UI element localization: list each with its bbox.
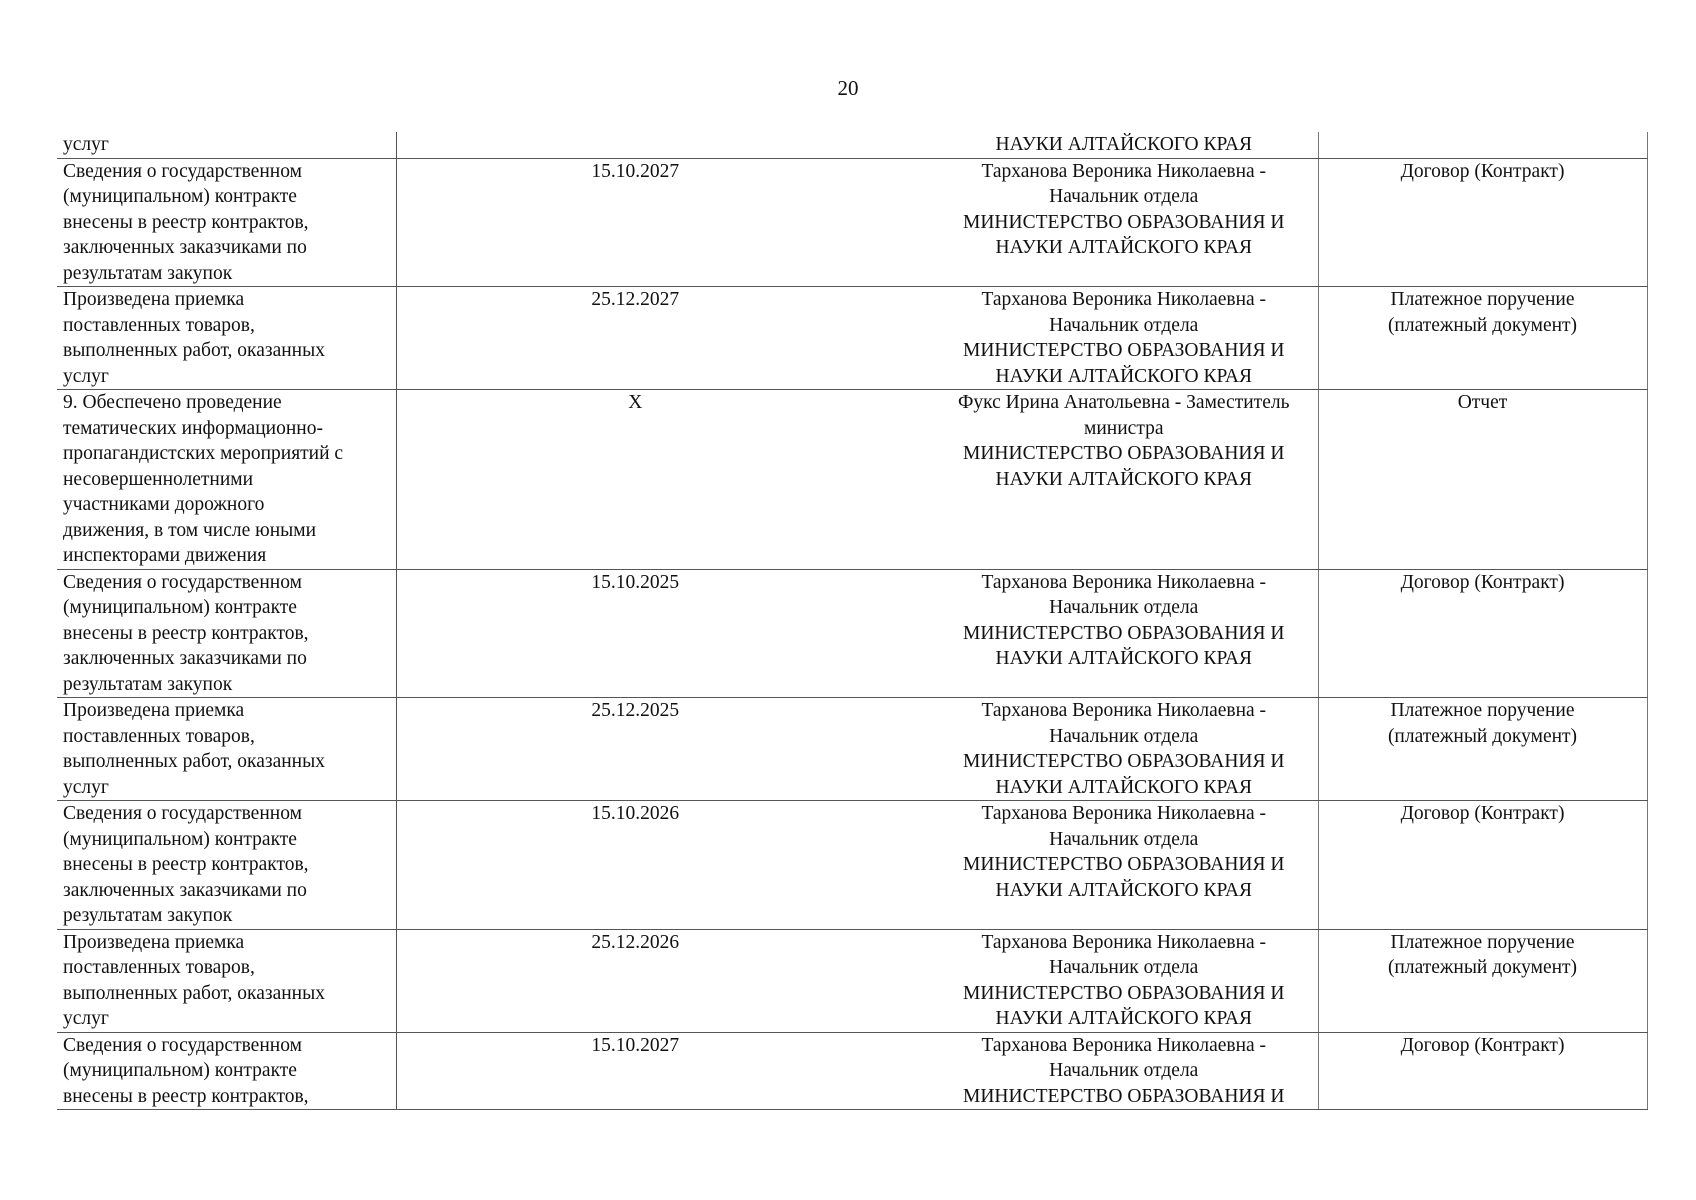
- cell-document: [1318, 569, 1647, 698]
- cell-event-name: [57, 287, 396, 390]
- cell-event-name: [57, 929, 396, 1032]
- cell-document: [1318, 390, 1647, 570]
- cell-document: [1318, 158, 1647, 287]
- event-name-text: Произведена приемка поставленных товаров, выполненных работ, оказанных услуг: [63, 289, 325, 387]
- document-text: Платежное поручение (платежный документ): [1387, 289, 1578, 336]
- cell-date: [396, 1032, 930, 1110]
- table-row: [57, 569, 1647, 698]
- table-row: [57, 158, 1647, 287]
- table-row: [57, 390, 1647, 570]
- plan-table-body: [57, 132, 1647, 1110]
- event-name-text: услуг: [63, 134, 109, 155]
- cell-date: [396, 390, 930, 570]
- table-row: [57, 287, 1647, 390]
- date-text: 25.12.2026: [591, 931, 680, 953]
- responsible-text: Тарханова Вероника Николаевна - Начальник отдела МИНИСТЕРСТВО ОБРАЗОВАНИЯ И НАУКИ АЛТАЙСКОГО КРАЯ: [963, 571, 1285, 669]
- event-name-text: Сведения о государственном (муниципальном) контракте внесены в реестр контрактов, заключенных заказчиками по результатам закупок: [63, 160, 309, 284]
- date-text: 15.10.2025: [591, 571, 680, 593]
- cell-date: [396, 569, 930, 698]
- cell-document: [1318, 132, 1647, 158]
- date-text: 15.10.2027: [591, 1034, 680, 1056]
- document-text: Договор (Контракт): [1400, 160, 1565, 182]
- date-text: 15.10.2026: [591, 803, 680, 824]
- responsible-text: Фукс Ирина Анатольевна - Заместитель министра МИНИСТЕРСТВО ОБРАЗОВАНИЯ И НАУКИ АЛТАЙСКОГО КРАЯ: [958, 392, 1290, 490]
- event-name-text: 9. Обеспечено проведение тематических информационно- пропагандистских мероприятий с несовершеннолетними участниками дорожного движения, в том числе юными инспекторами движения: [63, 392, 344, 566]
- table-row: [57, 132, 1647, 158]
- cell-date: [396, 929, 930, 1032]
- cell-responsible: [930, 132, 1318, 158]
- responsible-text: Тарханова Вероника Николаевна - Начальник отдела МИНИСТЕРСТВО ОБРАЗОВАНИЯ И НАУКИ АЛТАЙСКОГО КРАЯ: [963, 931, 1285, 1029]
- cell-event-name: [57, 390, 396, 570]
- cell-document: [1318, 929, 1647, 1032]
- cell-document: [1318, 801, 1647, 930]
- table-row: [57, 698, 1647, 801]
- cell-responsible: [930, 1032, 1318, 1110]
- cell-responsible: [930, 929, 1318, 1032]
- cell-date: [396, 801, 930, 930]
- cell-event-name: [57, 132, 396, 158]
- document-text: Договор (Контракт): [1400, 803, 1565, 824]
- cell-event-name: [57, 158, 396, 287]
- event-name-text: Произведена приемка поставленных товаров, выполненных работ, оказанных услуг: [63, 931, 325, 1029]
- event-name-text: Произведена приемка поставленных товаров, выполненных работ, оказанных услуг: [63, 700, 325, 798]
- date-text: 25.12.2025: [591, 700, 680, 721]
- responsible-text: Тарханова Вероника Николаевна - Начальник отдела МИНИСТЕРСТВО ОБРАЗОВАНИЯ И НАУКИ АЛТАЙСКОГО КРАЯ: [963, 803, 1285, 901]
- table-row: [57, 1032, 1647, 1110]
- table-row: [57, 929, 1647, 1032]
- responsible-text: НАУКИ АЛТАЙСКОГО КРАЯ: [995, 134, 1252, 155]
- responsible-text: Тарханова Вероника Николаевна - Начальник отдела МИНИСТЕРСТВО ОБРАЗОВАНИЯ И НАУКИ АЛТАЙСКОГО КРАЯ: [963, 700, 1285, 798]
- responsible-text: Тарханова Вероника Николаевна - Начальник отдела МИНИСТЕРСТВО ОБРАЗОВАНИЯ И НАУКИ АЛТАЙСКОГО КРАЯ: [963, 289, 1285, 387]
- cell-date: [396, 158, 930, 287]
- cell-event-name: [57, 569, 396, 698]
- cell-date: [396, 132, 930, 158]
- date-text: 15.10.2027: [591, 160, 680, 182]
- date-text: X: [628, 392, 643, 413]
- cell-date: [396, 287, 930, 390]
- responsible-text: Тарханова Вероника Николаевна - Начальник отдела МИНИСТЕРСТВО ОБРАЗОВАНИЯ И НАУКИ АЛТАЙСКОГО КРАЯ: [963, 160, 1285, 258]
- cell-document: [1318, 287, 1647, 390]
- document-text: Договор (Контракт): [1400, 1034, 1565, 1056]
- table-row: [57, 801, 1647, 930]
- document-text: Договор (Контракт): [1400, 571, 1565, 593]
- cell-event-name: [57, 801, 396, 930]
- cell-responsible: [930, 390, 1318, 570]
- cell-responsible: [930, 287, 1318, 390]
- document-text: Отчет: [1457, 392, 1508, 413]
- cell-date: [396, 698, 930, 801]
- cell-responsible: [930, 698, 1318, 801]
- page-number: 20: [837, 76, 859, 100]
- cell-document: [1318, 1032, 1647, 1110]
- event-name-text: Сведения о государственном (муниципальном) контракте внесены в реестр контрактов, заключенных заказчиками по результатам закупок: [63, 803, 309, 926]
- cell-responsible: [930, 801, 1318, 930]
- plan-table: [57, 132, 1648, 1110]
- event-name-text: Сведения о государственном (муниципальном) контракте внесены в реестр контрактов, заключенных заказчиками по результатам закупок: [63, 571, 309, 695]
- document-text: Платежное поручение (платежный документ): [1387, 700, 1578, 747]
- cell-responsible: [930, 569, 1318, 698]
- cell-event-name: [57, 698, 396, 801]
- cell-document: [1318, 698, 1647, 801]
- date-text: 25.12.2027: [591, 289, 680, 310]
- document-text: Платежное поручение (платежный документ): [1387, 931, 1578, 978]
- cell-responsible: [930, 158, 1318, 287]
- event-name-text: Сведения о государственном (муниципальном) контракте внесены в реестр контрактов,: [63, 1034, 309, 1107]
- responsible-text: Тарханова Вероника Николаевна - Начальник отдела МИНИСТЕРСТВО ОБРАЗОВАНИЯ И: [963, 1034, 1285, 1107]
- cell-event-name: [57, 1032, 396, 1110]
